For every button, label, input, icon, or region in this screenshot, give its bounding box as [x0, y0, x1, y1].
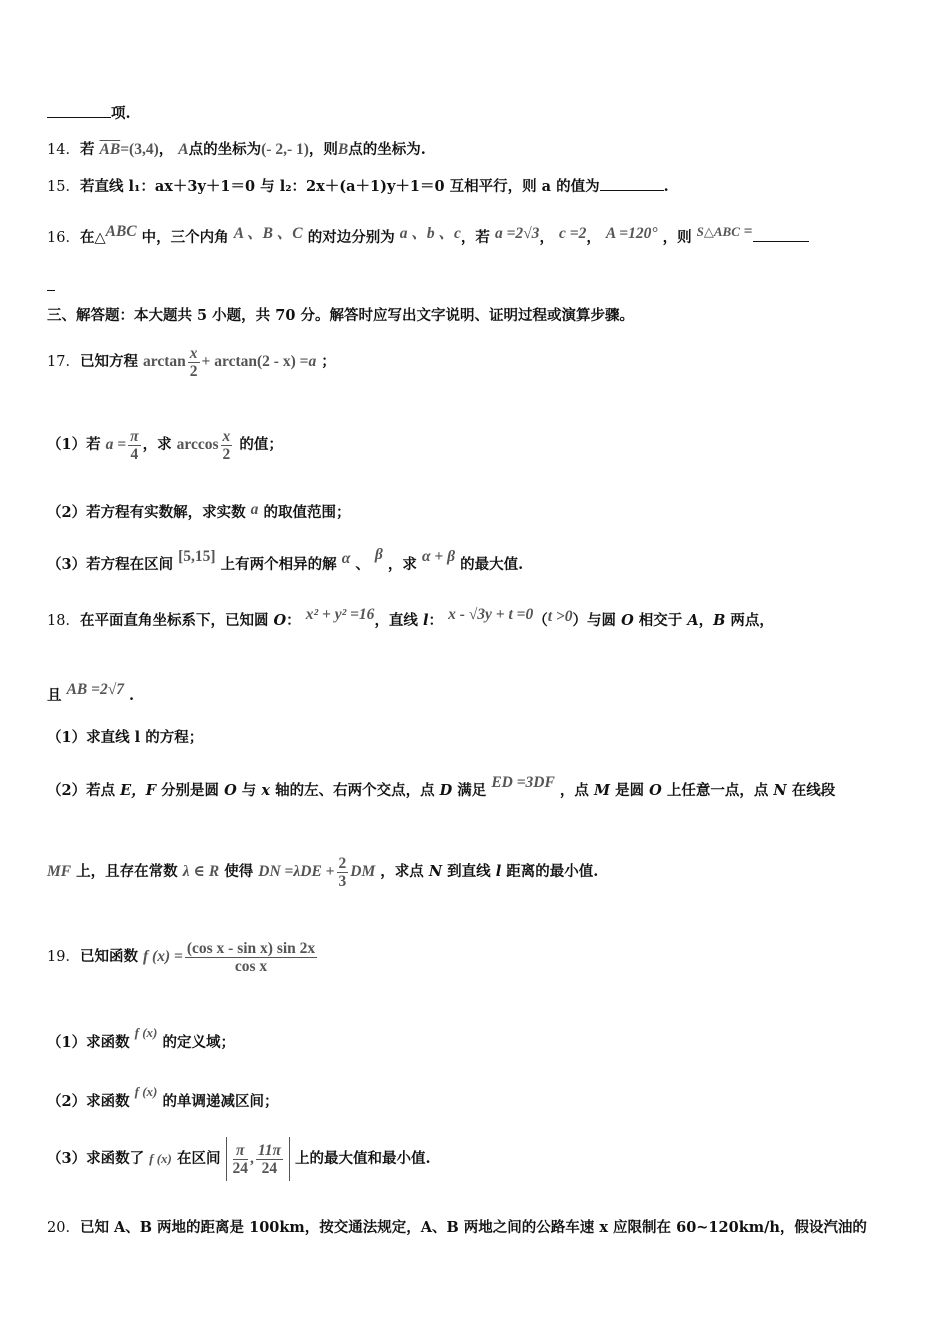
q19-part-2: （2）求函数 f (x) 的单调递减区间；	[47, 1084, 279, 1110]
interval-bracket: $\frac{\pi}{24}$ , $\frac{11\pi}{24}$	[226, 1137, 290, 1181]
q18-part-2: （2）若点 E，F 分别是圆 O 与 x 轴的左、右两个交点，点 D 满足 ED =3DF ，点 M 是圆 O 上任意一点，点 N 在线段	[47, 774, 836, 799]
question-20: 20．已知 A、B 两地的距离是 100km，按交通法规定，A、B 两地之间的公路车速 x 应限制在 60~120km/h，假设汽油的	[47, 1219, 867, 1236]
question-17: 17．已知方程 arctan $\frac{x}{2}$ + arctan(2 - x) =a ；	[47, 344, 336, 380]
fraction-x-over-2: $\frac{x}{2}$	[189, 344, 198, 380]
function-fraction: $\frac{\text{(cos x - sin x) sin 2x}}{\text{cos x}}$	[186, 939, 316, 975]
question-16: 16．在△ABC 中，三个内角 A 、B 、C 的对边分别为 a 、b 、c，若 a =2√3， c =2， A =120° ，则 S△ABC =	[47, 222, 906, 248]
q18-part-2-continued: MF 上，且存在常数 λ ∈ R 使得 DN =λDE + $\frac{2}{3}$ DM ，求点 N 到直线 l 距离的最小值.	[47, 854, 599, 890]
question-18: 18．在平面直角坐标系下，已知圆 O： x² + y² =16，直线 l： x - √3y + t =0（t >0）与圆 O 相交于 A，B 两点，	[47, 606, 774, 629]
q18-part-1: （1）求直线 l 的方程；	[47, 729, 204, 746]
q13-tail: 项.	[47, 103, 906, 124]
q17-part-2: （2）若方程有实数解，求实数 a 的取值范围；	[47, 501, 351, 521]
answer-blank	[47, 103, 111, 118]
q19-part-1: （1）求函数 f (x) 的定义域；	[47, 1025, 235, 1051]
answer-blank-continuation	[47, 276, 906, 297]
q17-part-3: （3）若方程在区间 [5,15] 上有两个相异的解 α 、 β ，求 α + β 的最大值.	[47, 546, 524, 573]
question-19: 19．已知函数 f (x) = $\frac{\text{(cos x - sin x) sin 2x}}{\text{cos x}}$	[47, 939, 316, 975]
question-14: 14．若 $\overline{AB}=(3,4)$， A点的坐标为(- 2,- 1)，则B点的坐标为.	[47, 141, 426, 158]
question-15: 15．若直线 l₁：ax＋3y＋1＝0 与 l₂：2x＋(a＋1)y＋1＝0 互相平行，则 a 的值为 .	[47, 178, 669, 195]
q18-condition: 且 AB =2√7 .	[47, 681, 135, 704]
q17-part-1: （1）若 a = $\frac{\pi}{4}$ ，求 arccos $\frac{x}{2}$ 的值；	[47, 427, 283, 463]
q19-part-3: （3）求函数了 f (x) 在区间 $\frac{\pi}{24}$ , $\frac{11\pi}{24}$ 上的最大值和最小值.	[47, 1137, 906, 1181]
section-3-header: 三、解答题：本大题共 5 小题，共 70 分。解答时应写出文字说明、证明过程或演算步骤。	[47, 307, 634, 324]
answer-blank	[753, 227, 809, 242]
answer-blank	[600, 176, 664, 191]
